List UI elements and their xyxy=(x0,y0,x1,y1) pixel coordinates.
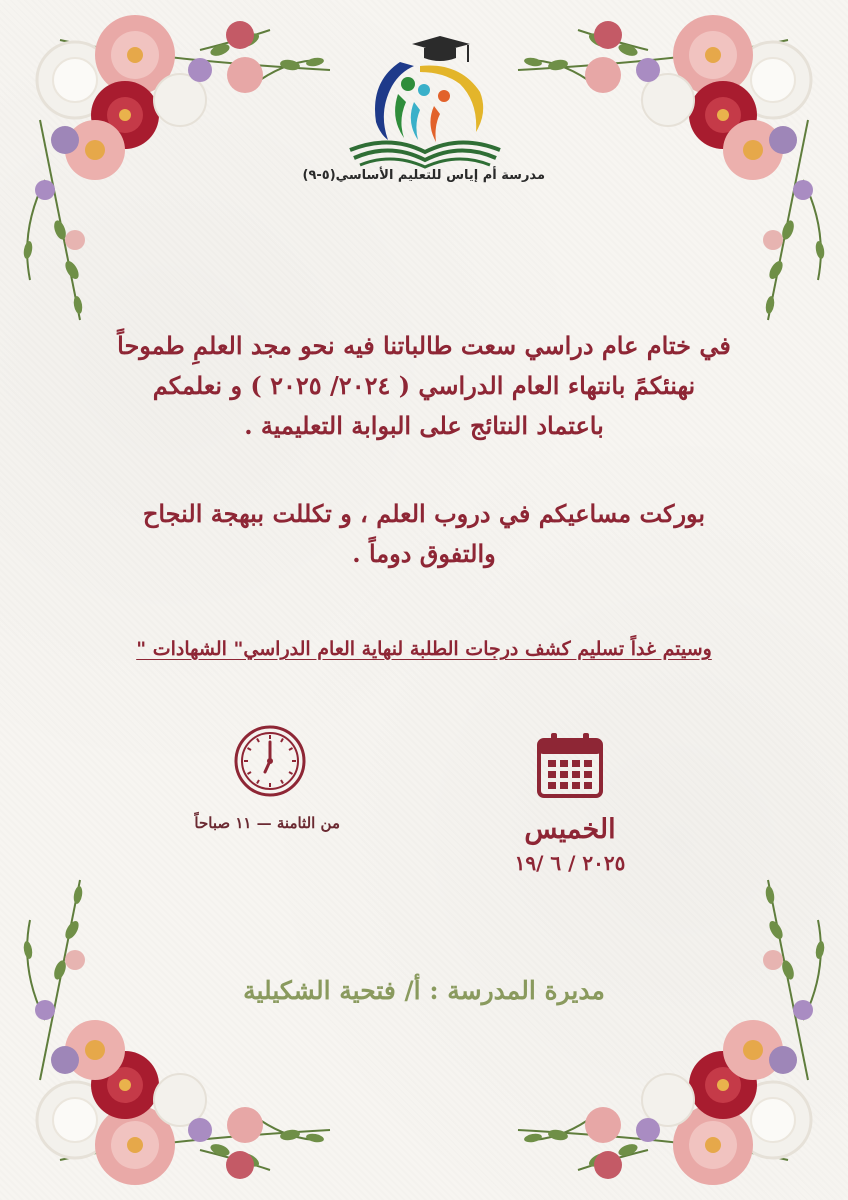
clock-icon xyxy=(233,724,307,798)
flower-icon xyxy=(0,0,340,330)
blessing-paragraph xyxy=(90,494,758,574)
flower-icon xyxy=(508,870,848,1200)
announcement xyxy=(90,634,758,664)
day-text: الخميس xyxy=(524,814,616,845)
school-logo xyxy=(302,22,545,200)
greeting-line: في ختام عام دراسي سعت طالباتنا فيه نحو مجد العلمِ طموحاً xyxy=(117,331,731,360)
floral-corner-bottom-left xyxy=(0,870,340,1200)
flower-icon xyxy=(0,870,340,1200)
date-block xyxy=(500,730,640,875)
school-name: مدرسة أم إياس للتعليم الأساسي(٥-٩) xyxy=(302,168,545,183)
time-block xyxy=(194,724,340,832)
flower-icon xyxy=(508,0,848,330)
floral-corner-bottom-right xyxy=(508,870,848,1200)
date-text: ٢٠٢٥ / ٦ /١٩ xyxy=(514,851,626,875)
blessing-line: بوركت مساعيكم في دروب العلم ، و تكللت ببهجة النجاح xyxy=(142,499,706,528)
announcement-text: وسيتم غداً تسليم كشف درجات الطلبة لنهاية العام الدراسي" الشهادات " xyxy=(136,638,712,660)
floral-corner-top-left xyxy=(0,0,340,330)
greeting-line: باعتماد النتائج على البوابة التعليمية . xyxy=(244,411,604,440)
greeting-line: نهنئكمً بانتهاء العام الدراسي ( ٢٠٢٤/ ٢٠٢٥ ) و نعلمكم xyxy=(152,371,696,400)
calendar-icon xyxy=(535,730,605,800)
blessing-line: والتفوق دوماً . xyxy=(352,539,496,568)
school-logo-icon xyxy=(340,22,510,170)
time-text: من الثامنة — ١١ صباحاً xyxy=(194,814,340,832)
floral-corner-top-right xyxy=(508,0,848,330)
greeting-paragraph xyxy=(90,326,758,446)
principal-signature: مديرة المدرسة : أ/ فتحية الشكيلية xyxy=(243,976,605,1005)
